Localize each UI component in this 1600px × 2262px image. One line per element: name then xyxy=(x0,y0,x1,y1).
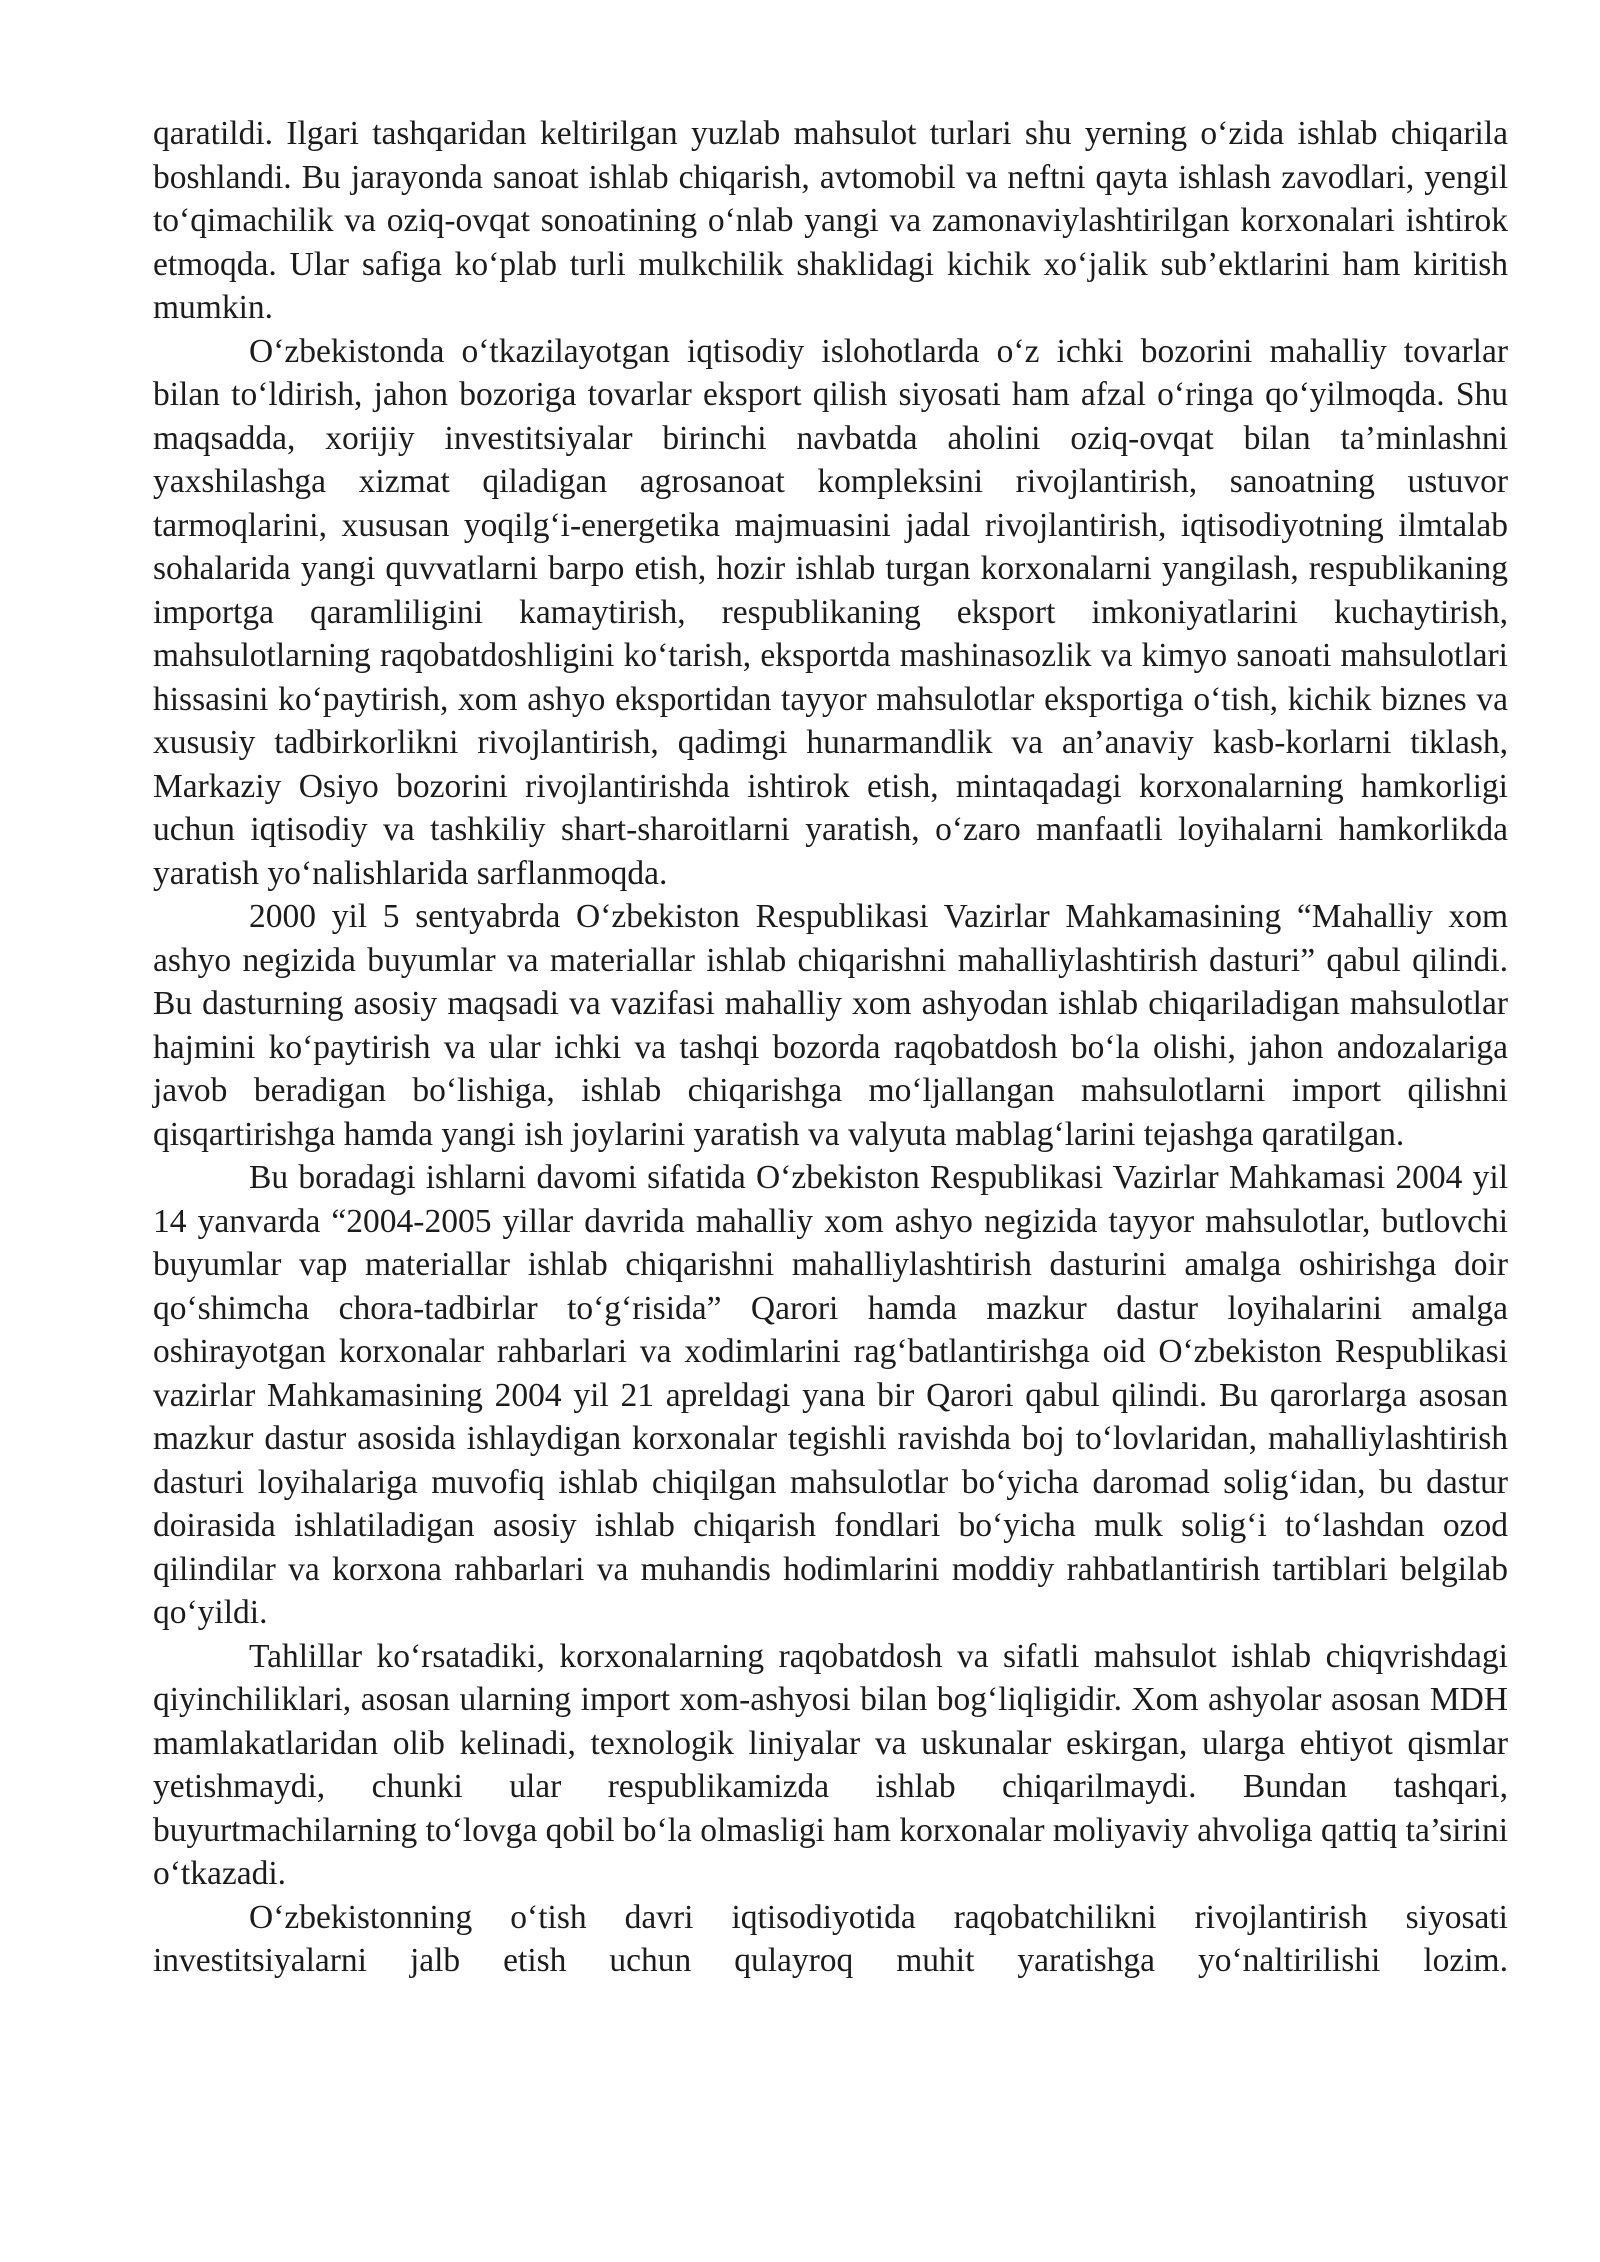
paragraph-reforms: O‘zbekistonda o‘tkazilayotgan iqtisodiy islohotlarda o‘z ichki bozorini mahalliy tovarlar bilan to‘ldirish, jahon bozoriga tovarlar eksport qilish siyosati ham afzal o‘ringa qo‘yilmoqda. Shu maqsadda, xorijiy investitsiyalar birinchi navbatda aholini oziq-ovqat bilan ta’minlashni yaxshilashga xizmat qiladigan agrosanoat kompleksini rivojlantirish, sanoatning ustuvor tarmoqlarini, xususan yoqilg‘i-energetika majmuasini jadal rivojlantirish, iqtisodiyotning ilmtalab sohalarida yangi quvvatlarni barpo etish, hozir ishlab turgan korxonalarni yangilash, respublikaning importga qaramliligini kamaytirish, respublikaning eksport imkoniyatlarini kuchaytirish, mahsulotlarning raqobatdoshligini ko‘tarish, eksportda mashinasozlik va kimyo sanoati mahsulotlari hissasini ko‘paytirish, xom ashyo eksportidan tayyor mahsulotlar eksportiga o‘tish, kichik biznes va xususiy tadbirkorlikni rivojlantirish, qadimgi hunarmandlik va an’anaviy kasb-korlarni tiklash, Markaziy Osiyo bozorini rivojlantirishda ishtirok etish, mintaqadagi korxonalarning hamkorligi uchun iqtisodiy va tashkiliy shart-sharoitlarni yaratish, o‘zaro manfaatli loyihalarni hamkorlikda yaratish yo‘nalishlarida sarflanmoqda. xyxy=(153,332,1508,892)
paragraph-cabinet-resolution: Bu boradagi ishlarni davomi sifatida O‘zbekiston Respublikasi Vazirlar Mahkamasi 2004 yil 14 yanvarda “2004-2005 yillar davrida mahalliy xom ashyo negizida tayyor mahsulotlar, butlovchi buyumlar vap materiallar ishlab chiqarishni mahalliylashtirish dasturini amalga oshirishga doir qo‘shimcha chora-tadbirlar to‘g‘risida” Qarori hamda mazkur dastur loyihalarini amalga oshirayotgan korxonalar rahbarlari va xodimlarini rag‘batlantirishga oid O‘zbekiston Respublikasi vazirlar Mahkamasining 2004 yil 21 apreldagi yana bir Qarori qabul qilindi. Bu qarorlarga asosan mazkur dastur asosida ishlaydigan korxonalar tegishli ravishda boj to‘lovlaridan, mahalliylashtirish dasturi loyihalariga muvofiq ishlab chiqilgan mahsulotlar bo‘yicha daromad solig‘idan, bu dastur doirasida ishlatiladigan asosiy ishlab chiqarish fondlari bo‘yicha mulk solig‘i to‘lashdan ozod qilindilar va korxona rahbarlari va muhandis hodimlarini moddiy rahbatlantirish tartiblari belgilab qo‘yildi. xyxy=(153,1159,1508,1631)
body-text xyxy=(153,112,1508,1983)
paragraph-localization-program: 2000 yil 5 sentyabrda O‘zbekiston Respublikasi Vazirlar Mahkamasining “Mahalliy xom ashyo negizida buyumlar va materiallar ishlab chiqarishni mahalliylashtirish dasturi” qabul qilindi. Bu dasturning asosiy maqsadi va vazifasi mahalliy xom ashyodan ishlab chiqariladigan mahsulotlar hajmini ko‘paytirish va ular ichki va tashqi bozorda raqobatdosh bo‘la olishi, jahon andozalariga javob beradigan bo‘lishiga, ishlab chiqarishga mo‘ljallangan mahsulotlarni import qilishni qisqartirishga hamda yangi ish joylarini yaratish va valyuta mablag‘larini tejashga qaratilgan. xyxy=(153,898,1508,1153)
paragraph-continuation: qaratildi. Ilgari tashqaridan keltirilgan yuzlab mahsulot turlari shu yerning o‘zida ishlab chiqarila boshlandi. Bu jarayonda sanoat ishlab chiqarish, avtomobil va neftni qayta ishlash zavodlari, yengil to‘qimachilik va oziq-ovqat sonoatining o‘nlab yangi va zamonaviylashtirilgan korxonalari ishtirok etmoqda. Ular safiga ko‘plab turli mulkchilik shaklidagi kichik xo‘jalik sub’ektlarini ham kiritish mumkin. xyxy=(153,115,1508,326)
paragraph-competition-policy: O‘zbekistonning o‘tish davri iqtisodiyotida raqobatchilikni rivojlantirish siyosati investitsiyalarni jalb etish uchun qulayroq muhit yaratishga yo‘naltirilishi lozim. xyxy=(153,1898,1508,1979)
paragraph-analysis: Tahlillar ko‘rsatadiki, korxonalarning raqobatdosh va sifatli mahsulot ishlab chiqvrishdagi qiyinchiliklari, asosan ularning import xom-ashyosi bilan bog‘liqligidir. Xom ashyolar asosan MDH mamlakatlaridan olib kelinadi, texnologik liniyalar va uskunalar eskirgan, ularga ehtiyot qismlar yetishmaydi, chunki ular respublikamizda ishlab chiqarilmaydi. Bundan tashqari, buyurtmachilarning to‘lovga qobil bo‘la olmasligi ham korxonalar moliyaviy ahvoliga qattiq ta’sirini o‘tkazadi. xyxy=(153,1637,1508,1892)
